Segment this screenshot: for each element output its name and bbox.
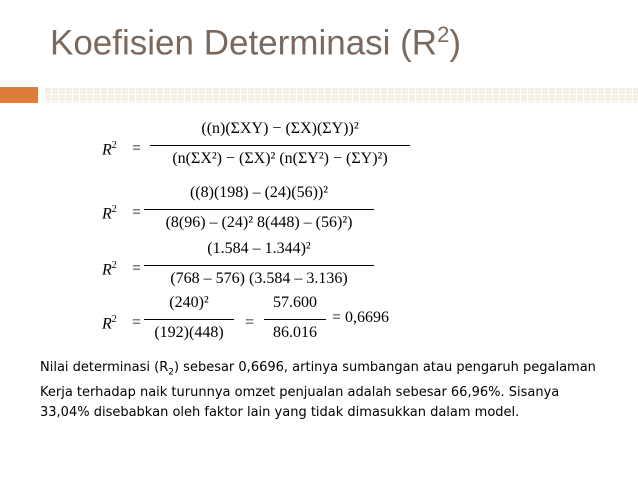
- result-value: = 0,6696: [332, 309, 390, 326]
- equation-lhs: $R^2$: [102, 204, 117, 223]
- fraction-bar: [144, 209, 374, 210]
- equals-sign: =: [132, 314, 142, 331]
- numerator: ((8)(198) – (24)(56))²: [189, 184, 329, 201]
- fraction-bar: [264, 319, 326, 320]
- fraction-bar: [144, 265, 374, 266]
- fraction: [144, 182, 374, 242]
- numerator: ((n)(ΣXY) − (ΣX)(ΣY))²: [201, 120, 359, 137]
- fraction: [264, 292, 326, 352]
- denominator: (192)(448): [154, 324, 224, 341]
- fraction: [144, 238, 374, 298]
- denominator: (n(ΣX²) − (ΣX)² (n(ΣY²) − (ΣY)²): [172, 150, 388, 167]
- numerator: (240)²: [169, 294, 209, 311]
- accent-bar: [0, 87, 38, 103]
- equation-lhs: $R^2$: [102, 260, 117, 279]
- equation-lhs: $R^2$: [102, 140, 117, 159]
- fraction-bar: [150, 145, 410, 146]
- explanation-text: Nilai determinasi $(R_2)$ sebesar 0,6696, artinya sumbangan atau pengaruh pegalaman Kerja terhadap naik turunnya omzet penjualan adalah sebesar 66,96%. Sisanya 33,04% disebabkan oleh faktor lain yang tidak dimasukkan dalam model.: [40, 360, 596, 420]
- decorative-rule: [44, 87, 638, 103]
- page-title: Koefisien Determinasi $(R^2)$: [50, 22, 461, 63]
- equals-sign: =: [132, 260, 142, 277]
- equation-lhs: $R^2$: [102, 314, 117, 333]
- fraction-bar: [144, 319, 234, 320]
- equals-sign: =: [132, 140, 142, 157]
- numerator: 57.600: [273, 294, 317, 311]
- denominator: (768 – 576) (3.584 – 3.136): [170, 270, 348, 287]
- fraction: [144, 292, 234, 352]
- equals-sign: =: [132, 204, 142, 221]
- fraction: [150, 118, 410, 178]
- denominator: 86.016: [273, 324, 317, 341]
- equals-sign: =: [245, 314, 255, 331]
- numerator: (1.584 – 1.344)²: [207, 240, 311, 257]
- denominator: (8(96) – (24)² 8(448) – (56)²): [165, 214, 353, 231]
